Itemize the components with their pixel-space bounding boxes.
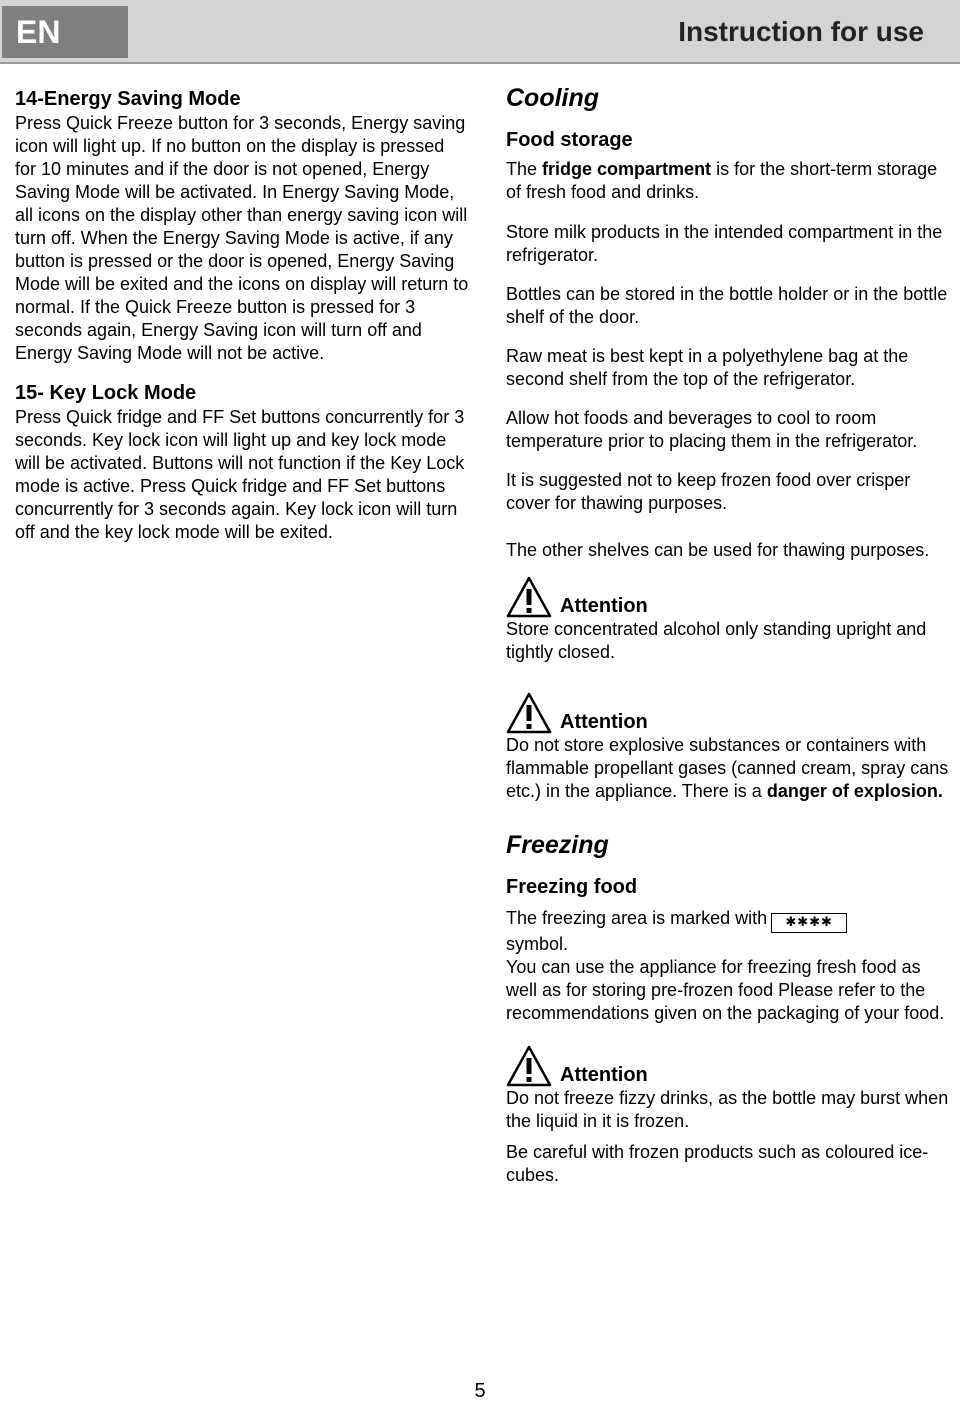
key-lock-mode-heading: 15- Key Lock Mode	[15, 382, 197, 404]
text-fragment: symbol.	[506, 934, 569, 954]
frozen-food-paragraph: It is suggested not to keep frozen food over crisper cover for thawing purposes.	[506, 470, 911, 513]
milk-products-paragraph: Store milk products in the intended compartment in the refrigerator.	[506, 222, 943, 265]
raw-meat-paragraph: Raw meat is best kept in a polyethylene bag at the second shelf from the top of the refrigerator.	[506, 346, 909, 389]
alcohol-warning-text: Store concentrated alcohol only standing upright and tightly closed.	[506, 619, 927, 662]
text-fragment: Do not store explosive substances or containers with flammable propellant gases (canned cream, spray cans etc.) in the appliance. There is a	[506, 735, 949, 801]
text-fragment: is for the short-term storage of fresh food and drinks.	[506, 159, 938, 202]
warning-icon	[506, 576, 552, 618]
key-lock-mode-text: Press Quick fridge and FF Set buttons concurrently for 3 seconds. Key lock icon will light up and key lock mode will be activated. Buttons will not function if the Key Lock mode is active. Press Quick fridge and FF Set buttons concurrently for 3 seconds again. Key lock icon will turn off and the key lock mode will be exited.	[15, 407, 465, 542]
right-column	[506, 80, 956, 1187]
fizzy-drinks-warning-text: Do not freeze fizzy drinks, as the bottle may burst when the liquid in it is frozen.	[506, 1088, 949, 1131]
attention-block	[506, 1043, 956, 1087]
page-number: 5	[474, 1380, 486, 1402]
danger-emphasis: danger of explosion.	[766, 781, 943, 801]
language-badge: EN	[2, 6, 128, 58]
frozen-products-paragraph: Be careful with frozen products such as coloured ice-cubes.	[506, 1142, 929, 1185]
warning-icon	[506, 1045, 552, 1087]
freezing-usage-paragraph: You can use the appliance for freezing fresh food as well as for storing pre-frozen food Please refer to the recommendations given on the packaging of your food.	[506, 957, 945, 1023]
text-fragment: The	[506, 159, 543, 179]
attention-label: Attention	[560, 1064, 648, 1086]
text-fragment: The freezing area is marked with	[506, 908, 768, 928]
header-title: Instruction for use	[678, 16, 924, 47]
fridge-compartment-emphasis: fridge compartment	[542, 159, 712, 179]
cooling-heading: Cooling	[506, 84, 600, 112]
four-star-freezer-icon: ✱✱✱✱	[771, 913, 847, 933]
freezing-food-heading: Freezing food	[506, 876, 638, 898]
bottles-paragraph: Bottles can be stored in the bottle holder or in the bottle shelf of the door.	[506, 284, 948, 327]
left-column	[15, 86, 470, 544]
attention-block	[506, 690, 956, 734]
attention-block	[506, 574, 956, 618]
attention-label: Attention	[560, 711, 648, 733]
warning-icon	[506, 692, 552, 734]
freezing-heading: Freezing	[506, 831, 609, 859]
energy-saving-mode-text: Press Quick Freeze button for 3 seconds, Energy saving icon will light up. If no button on the display is pressed for 10 minutes and if the door is not opened, Energy Saving Mode will be activated. In Energy Saving Mode, all icons on the display other than energy saving icon will turn off. When the Energy Saving Mode is active, if any button is pressed or the door is opened, Energy Saving Mode will be exited and the icons on display will return to normal. If the Quick Freeze button is pressed for 3 seconds again, Energy Saving icon will turn off and Energy Saving Mode will not be active.	[15, 113, 469, 363]
page-header	[0, 0, 960, 64]
hot-foods-paragraph: Allow hot foods and beverages to cool to room temperature prior to placing them in the refrigerator.	[506, 408, 918, 451]
other-shelves-paragraph: The other shelves can be used for thawing purposes.	[506, 540, 930, 560]
attention-label: Attention	[560, 595, 648, 617]
food-storage-heading: Food storage	[506, 129, 633, 151]
energy-saving-mode-heading: 14-Energy Saving Mode	[15, 88, 241, 110]
explosive-warning-text	[506, 734, 956, 803]
freezing-area-paragraph	[506, 907, 956, 956]
fridge-compartment-paragraph	[506, 158, 956, 204]
